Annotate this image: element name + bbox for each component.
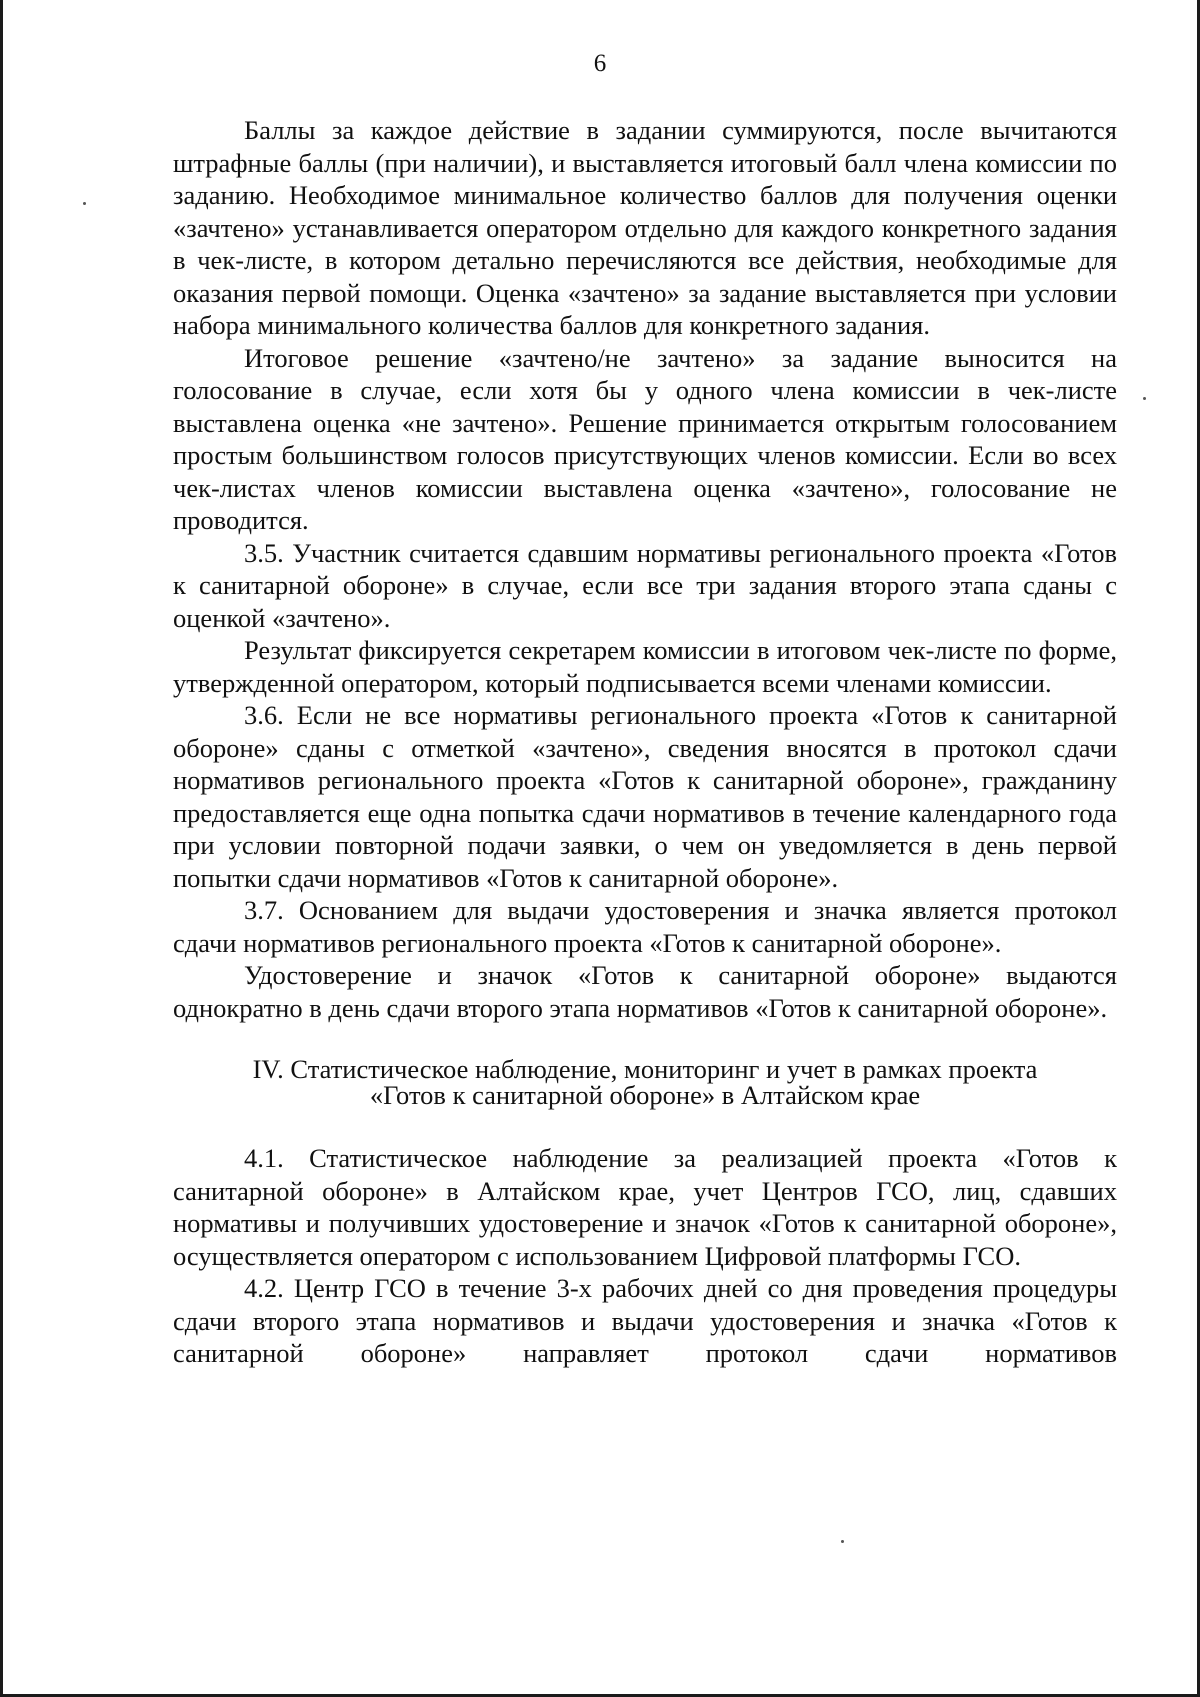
paragraph-3-7: 3.7. Основанием для выдачи удостоверения и значка является протокол сдачи нормативов регионального проекта «Готов к санитарной обороне». [173,895,1117,958]
paragraph-result-recorded: Результат фиксируется секретарем комиссии в итоговом чек-листе по форме, утвержденной оператором, который подписывается всеми членами комиссии. [173,635,1117,698]
document-body [173,114,1117,1370]
page-number: 6 [593,50,607,77]
paragraph-final-decision: Итоговое решение «зачтено/не зачтено» за задание выносится на голосование в случае, если хотя бы у одного члена комиссии в чек-листе выставлена оценка «не зачтено». Решение принимается открытым голосованием простым большинством голосов присутствующих членов комиссии. Если во всех чек-листах членов комиссии выставлена оценка «зачтено», голосование не проводится. [173,342,1117,535]
paragraph-4-2: 4.2. Центр ГСО в течение 3-х рабочих дней со дня проведения процедуры сдачи второго этапа нормативов и выдачи удостоверения и значка «Готов к санитарной обороне» направляет протокол сдачи нормативов [173,1273,1117,1368]
section-heading-line-1: IV. Статистическое наблюдение, мониторинг и учет в рамках проекта [252,1054,1038,1084]
scan-speck [83,202,86,205]
paragraph-3-5: 3.5. Участник считается сдавшим нормативы регионального проекта «Готов к санитарной обороне» в случае, если все три задания второго этапа сданы с оценкой «зачтено». [173,537,1117,633]
section-heading-iv [173,1056,1117,1108]
scan-speck [1143,397,1146,400]
scan-speck [841,1540,844,1543]
paragraph-certificate-issued: Удостоверение и значок «Готов к санитарной обороне» выдаются однократно в день сдачи второго этапа нормативов «Готов к санитарной обороне». [173,960,1117,1023]
section-heading-line-2: «Готов к санитарной обороне» в Алтайском крае [369,1080,921,1110]
scan-left-edge [0,0,3,1697]
paragraph-scoring: Баллы за каждое действие в задании суммируются, после вычитаются штрафные баллы (при наличии), и выставляется итоговый балл члена комиссии по заданию. Необходимое минимальное количество баллов для получения оценки «зачтено» устанавливается оператором отдельно для каждого конкретного задания в чек-листе, в котором детально перечисляются все действия, необходимые для оказания первой помощи. Оценка «зачтено» за задание выставляется при условии набора минимального количества баллов для конкретного задания. [173,115,1117,340]
paragraph-4-1: 4.1. Статистическое наблюдение за реализацией проекта «Готов к санитарной обороне» в Алтайском крае, учет Центров ГСО, лиц, сдавших нормативы и получивших удостоверение и значок «Готов к санитарной обороне», осуществляется оператором с использованием Цифровой платформы ГСО. [173,1143,1117,1271]
paragraph-3-6: 3.6. Если не все нормативы регионального проекта «Готов к санитарной обороне» сданы с отметкой «зачтено», сведения вносятся в протокол сдачи нормативов регионального проекта «Готов к санитарной обороне», гражданину предоставляется еще одна попытка сдачи нормативов в течение календарного года при условии повторной подачи заявки, о чем он уведомляется в день первой попытки сдачи нормативов «Готов к санитарной обороне». [173,700,1117,893]
